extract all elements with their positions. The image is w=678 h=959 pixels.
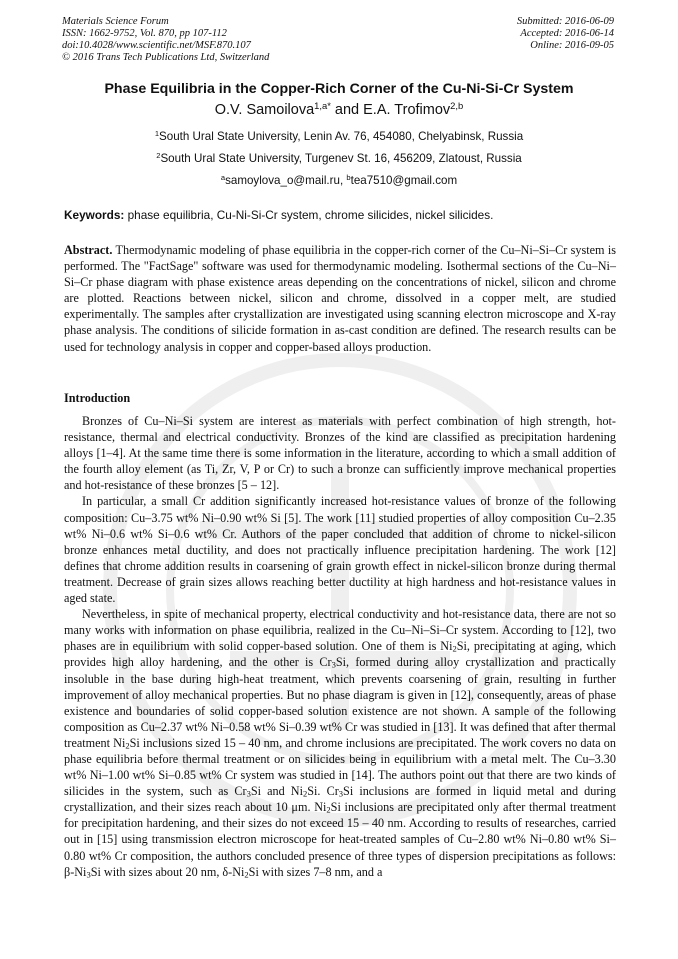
date-online: Online: 2016-09-05 <box>530 40 614 51</box>
journal-issn: ISSN: 1662-9752, Vol. 870, pp 107-112 <box>62 28 227 39</box>
affiliation-2-text: South Ural State University, Turgenev St. 16, 456209, Zlatoust, Russia <box>160 152 522 165</box>
section-heading-introduction: Introduction <box>64 391 131 405</box>
affiliation-1-marker: 1 <box>154 128 160 138</box>
date-submitted: Submitted: 2016-06-09 <box>516 16 614 27</box>
author-emails <box>0 174 678 188</box>
journal-name: Materials Science Forum <box>62 16 169 27</box>
author-conjunction: and <box>330 102 364 118</box>
email-a: samoylova_o@mail.ru, <box>225 174 347 187</box>
journal-doi: doi:10.4028/www.scientific.net/MSF.870.107 <box>62 40 251 51</box>
abstract-text: Thermodynamic modeling of phase equilibria in the copper-rich corner of the Cu–Ni–Si–Cr system is performed. The "FactSage" software was used for thermodynamic modeling. Isothermal sections of the Cu–Ni–Si–Cr phase diagram with phase existence areas depending on the concentrations of nickel, silicon and chrome are plotted. Reactions between nickel, silicon and chrome, dissolved in a copper melt, are studied experimentally. The samples after crystallization are investigated using scanning electron microscope and X-ray phase analysis. The conditions of silicide formation in as-cast condition are defined. The research results can be used for technology analysis in copper and copper-based alloys production. <box>64 243 616 354</box>
abstract-label: Abstract. <box>64 243 113 257</box>
author-line <box>0 101 678 120</box>
keywords-text: phase equilibria, Cu-Ni-Si-Cr system, chrome silicides, nickel silicides. <box>124 208 494 222</box>
affiliation-1 <box>0 130 678 144</box>
keywords <box>64 208 493 223</box>
author-2: E.A. Trofimov <box>363 102 451 118</box>
author-1-marker: 1,a* <box>314 99 331 111</box>
email-b: tea7510@gmail.com <box>350 174 458 187</box>
affiliation-2-marker: 2 <box>156 150 161 160</box>
journal-info <box>62 16 269 64</box>
email-a-marker: a <box>220 172 226 182</box>
keywords-label: Keywords: <box>64 208 125 222</box>
author-2-marker: 2,b <box>450 99 464 111</box>
affiliation-2 <box>0 152 678 166</box>
publication-dates <box>517 16 614 52</box>
date-accepted: Accepted: 2016-06-14 <box>520 28 614 39</box>
email-b-marker: b <box>346 172 351 182</box>
paper-title: Phase Equilibria in the Copper-Rich Corner of the Cu-Ni-Si-Cr System <box>104 81 574 97</box>
introduction-body <box>64 413 616 880</box>
intro-paragraph-1: Bronzes of Cu–Ni–Si system are interest as materials with perfect combination of high strength, hot-resistance, thermal and electrical conductivity. Bronzes of the kind are classified as precipitation hardening alloys [1–4]. At the same time there is some information in the literature, according to which a small addition of the fourth alloy element (as Ti, Zr, V, P or Cr) to such a bronze can sufficiently improve mechanical properties and hot-resistance of these bronzes [5 – 12]. <box>64 414 616 493</box>
journal-copyright: © 2016 Trans Tech Publications Ltd, Switzerland <box>62 52 270 63</box>
author-1: O.V. Samoilova <box>214 102 315 118</box>
intro-paragraph-2: In particular, a small Cr addition significantly increased hot-resistance values of bronze of the following composition: Cu–3.75 wt% Ni–0.90 wt% Si [5]. The work [11] studied properties of alloy composition Cu–2.35 wt% Ni–0.6 wt% Si–0.6 wt% Cr. Authors of the paper concluded that addition of chrome to nickel-silicon bronze enhances metal ductility, and does not practically influence precipitation hardening. The work [12] defines that chrome addition results in coarsening of grain growth effect in nickel-silicon bronze during thermal treatment. Decrease of grain sizes allows reaching better ductility at high hardness and hot-resistance values in aged state. <box>64 494 616 606</box>
intro-paragraph-3: Nevertheless, in spite of mechanical property, electrical conductivity and hot-resistance data, there are not so many works with information on phase equilibria, realized in the Cu–Ni–Si–Cr system. According to [12], two phases are in equilibrium with solid copper-based solution. One of them is $Ni_2Si$, precipitating at aging, which provides high alloy hardening, and the other is $Cr_3Si$, formed during alloy crystallization and practically insoluble in the base during high-heat treatment, which prevents coarsening of grain, resulting in further improvement of alloy mechanical properties. But no phase diagram is given in [12], consequently, areas of phase existence and boundaries of solid copper-based solution existence are not shown. A sample of the following composition as Cu–2.37 wt% Ni–0.58 wt% Si–0.39 wt% Cr was studied in [13]. It was defined that after thermal treatment $Ni_2Si$ inclusions sized 15 – 40 nm, and chrome inclusions are precipitated. The work covers no data on phase equilibria before thermal treatment or on silicides being in equilibrium with a metal melt. The Cu–3.30 wt% Ni–1.00 wt% Si–0.85 wt% Cr system was studied in [14]. The authors point out that there are two kinds of silicides in the system, such as $Cr_3Si$ and $Ni_2Si$. $Cr_3Si$ inclusions are formed in liquid metal and during crystallization, and their sizes reach about 10 μm. $Ni_2Si$ inclusions are precipitated only after thermal treatment for precipitation hardening, and their sizes do not exceed 15 – 40 nm. According to results of researches, carried out in [15] using transmission electron microscope for heat-treated samples of Cu–2.80 wt% Ni–0.80 wt% Si–0.80 wt% Cr composition, the authors concluded presence of three types of dispersion precipitations as follows: $\beta-Ni_3Si$ with sizes about 20 nm, $\delta-Ni_2Si$ with sizes 7–8 nm, and a <box>64 607 617 880</box>
affiliation-1-text: South Ural State University, Lenin Av. 76, 454080, Chelyabinsk, Russia <box>159 130 524 143</box>
abstract <box>64 242 616 355</box>
